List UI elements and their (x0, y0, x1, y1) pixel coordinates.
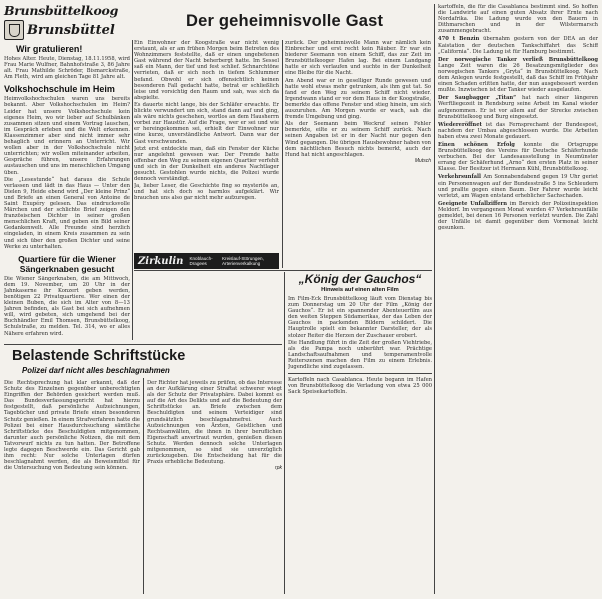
column-4 (438, 4, 598, 594)
column-rule (132, 40, 133, 340)
column-3 (285, 40, 431, 268)
gast-text-2: Es dauerte nicht lange, bis der Schläfer erwachte. Er blickte verwundert um sich, stand dann auf und ging, als wäre nichts geschehen, wortlos an dem Hausherrn vorbei zur Haustür. Auf die Frage, wer er sei und wie er hereingekommen sei, erhielt der Einwohner nur eine kurze, unverständliche Antwort. Dann war der Gast verschwunden. (134, 101, 279, 145)
gauchos-text-1: Im Film-Eck Brunsbüttelkoog läuft vom Dienstag bis zum Donnerstag um 20 Uhr der Film „König der Gauchos“. Er ist ein spannender Abenteuerfilm aus den weiten Steppen Südamerikas, der das Leben der Gauchos in packenden Bildern schildert. Die Hauptrolle spielt ein bekannter Darsteller, der als stolzer Reiter die Herzen der Zuschauer erobert. (288, 296, 432, 339)
item-7-head: Geeignete Unfallziffern (438, 200, 508, 207)
gauchos-subtitle: Hinweis auf einen alten Film (321, 287, 399, 293)
ad-text: Kreislauf-Störungen, Arterienverkalkung (221, 256, 264, 266)
belastende-subtitle: Polizei darf nicht alles beschlagnahmen (22, 366, 170, 375)
column-1 (4, 44, 130, 342)
crest-icon (4, 20, 24, 40)
vhs-heading: Volkshochschule im Heim (4, 84, 115, 95)
gast-text-3: Jetzt erst entdeckte man, daß ein Fenster der Küche nur angelehnt gewesen war. Der Fremde hatte offenbar den Weg zu seinem eigenen Quartier verfehlt und sich in der Dunkelheit ein anderes Nachtlager gesucht. Gestohlen wurde nichts, die Polizei wurde dennoch verständigt. (134, 145, 279, 183)
gast-byline: Mutsch (414, 157, 431, 164)
gauchos-text-2: Die Handlung führt in die Zeit der großen Viehtriebe, als die Pampa noch unberührt war. Prächtige Landschaftsaufnahmen und temperamentvolle Reiterszenen machen den Film zu einem Erlebnis. Jugendliche sind zugelassen. (288, 339, 432, 371)
item-2-head: Der norwegische Tanker verließ Brunsbüttelkoog (438, 56, 598, 63)
column-2 (134, 40, 279, 252)
ad-brand: Zirkulin (138, 255, 184, 267)
item-5-head: Einen schönen Erfolg (438, 141, 515, 148)
masthead-sub (4, 20, 130, 40)
quartiere-text: Die Wiener Sängerknaben, die am Mittwoch, dem 19. November, um 20 Uhr in der Jahnkaserne ihr Konzert geben werden, benötigen 22 Privatquartiere. Wer einen der kleinen Buben, die sich im Alter von 8—13 Jahren befinden, als Gast bei sich aufnehmen will, wird gebeten, sich umgehend bei der Buchhändler Emil Thomsen, Brunsbüttelkoog, Schulstraße, zu melden. Tel. 314, wo er alles Nähere erfahren wird. (4, 275, 130, 337)
belastende-col-2 (147, 380, 282, 594)
horizontal-rule (288, 373, 432, 374)
horizontal-rule (4, 344, 282, 345)
ad-sub: Knoblauch-Dragees (189, 256, 213, 266)
item-6-head: Verkehrsunfall (438, 174, 481, 181)
item-2-text: Lange Zeit waren die 26 Besatzungsmitglieder des norwegischen Tankers „Gryta“ in Brunsbüttelkoog. Nach dem Anlegen wurde festgestellt, daß das Schiff im Frühjahr einen Schaden erlitten hatte, der nun ausgebessert werden mußte. Inzwischen ist der Tanker wieder ausgelaufen. (438, 62, 598, 94)
item-7-text: im Bereich der Polizeiinspektion Meldorf. Im vergangenen Monat wurden 47 Verkehrsunfälle gemeldet, bei denen 16 Personen verletzt wurden. Die Zahl der Unfälle ist damit gegenüber dem Vormonat leicht gesunken. (438, 200, 598, 232)
item-5-text: konnte die Ortsgruppe Brunsbüttelkoog des Vereins für Deutsche Schäferhunde verbuchen. Bei der Landesausstellung in Neumünster errang der Schäferhund „Arno“ den ersten Platz in seiner Klasse. Der Besitzer ist Hermann Kühl, Brunsbüttelkoog. (438, 141, 598, 173)
zirkulin-ad (134, 253, 279, 269)
column-rule (434, 4, 435, 594)
masthead-title: Brunsbüttelkoog (4, 3, 119, 18)
belastende-title: Belastende Schriftstücke (12, 348, 186, 364)
gast-cont-1: zurück. Der geheimnisvolle Mann war nämlich kein Einbrecher und erst recht kein Räuber. Er war ein biederer Seemann von einem Schiff, das zur Zeit im Brunsbüttelkooger Hafen lag. Bei einem Landgang hatte er sich verlaufen und suchte in der Dunkelheit eine Bleibe für die Nacht. (285, 40, 431, 77)
column-rule (282, 40, 283, 268)
quartiere-heading: Quartiere für die Wiener Sängerknaben gesucht (18, 253, 116, 274)
masthead (4, 4, 130, 40)
gast-text-1: Ein Einwohner der Koogstraße war nicht wenig erstaunt, als er am frühen Morgen beim Betreten des Wohnzimmers feststellte, daß er einen ungebetenen Gast während der Nacht beherbergt hatte. Im Sessel saß ein Mann, der tief und fest schlief. Schnarchtöne verrieten, daß er sich noch in tiefem Schlummer befand. Obwohl er sich offensichtlich keinen besonderen Fall gedacht hatte, betrat er schließlich leise und vorsichtig den Raum und sah, was sich da abspielte. (134, 40, 279, 101)
column-rule (143, 378, 144, 594)
horizontal-rule (134, 270, 432, 271)
item-1-head: 470 t Benzin (438, 36, 480, 43)
gast-cont-3: Als der Seemann beim Weckruf seinen Fehler bemerkte, eilte er zu seinem Schiff zurück. Nach seinen Angaben ist er in der Nacht nur gegen den Wind gegangen. Die übrigen Hausbewohner haben von dem nächtlichen Besuch nichts bemerkt, auch der Hund hat nicht angeschlagen. (285, 121, 431, 158)
gauchos-title: „König der Gauchos“ (298, 272, 422, 286)
item-1-text: übernahm gestern von der DEA an der Kaistation der deutschen Tankschiffahrt das Schiff „California“. Die Ladung ist für Hamburg bestimmt. (438, 36, 598, 55)
col4-top-text: kartoffeln, die für die Casablanca bestimmt sind. So hoffen die Landwirte auf einen guten Absatz ihrer Ernte nach Nordafrika. Die Ladung wurde von den Bauern in Dithmarschen und in der Wilstermarsch zusammengebracht. (438, 4, 598, 35)
greeting-heading: Wir gratulieren! (16, 44, 83, 54)
belastende-col-1: Die Rechtsprechung hat klar erkannt, daß der Schutz des Einzelnen gegenüber unberechtigten Eingriffen der Behörden gesichert werden muß. Das Bundesverfassungsgericht hat hierzu festgestellt, daß persönliche Aufzeichnungen, Tagebücher und private Briefe einen besonderen Schutz genießen. In einem Strafverfahren hatte die Polizei bei einer Hausdurchsuchung sämtliche Schriftstücke des Beschuldigten mitgenommen, darunter auch persönliche Notizen, die mit dem Tatvorwurf nichts zu tun hatten. Der Betroffene legte dagegen Beschwerde ein. Das Gericht gab ihm recht: Nur solche Unterlagen dürfen beschlagnahmt werden, die als Beweismittel für die Untersuchung von Bedeutung sein können. (4, 380, 140, 472)
vhs-text-2: Die „Lesestunde“ hat daraus die Schule verlassen und lädt in das Haus — Unter den Dielen 9, Heide ebend wird „Der kleine Prinz“ und Briefe an einen General von Antoine de Saint Exupéry gelesen. Das eindrucksvolle Märchen und der schlichte Brief zeigen den französischen Dichter in seiner großen menschlichen Kraft, und geben ein Bild seiner Gedankenwelt. Alle Freunde sind herzlich eingeladen, in einem Kreis zusammen zu sein und sich über den großen Dichter und seine Werke zu unterhalten. (4, 176, 130, 250)
item-3-text: hat nach einer längeren Werftliegezeit in Rendsburg seine Arbeit im Kanal wieder aufgenommen. Er ist vor allem auf der Strecke zwischen Brunsbüttelkoog und Burg eingesetzt. (438, 95, 598, 120)
gauchos-text-3: Kartoffeln nach Casablanca. Heute begann im Hafen von Brunsbüttelkoog die Verladung von etwa 25 000 Sack Speisekartoffeln. (288, 377, 432, 396)
masthead-subtitle: Brunsbüttel (27, 22, 115, 38)
item-4-text: ist das Fernsprechamt der Bundespost, nachdem der Umbau abgeschlossen wurde. Die Arbeiten haben etwa zwei Monate gedauert. (438, 121, 598, 140)
greeting-text: Hohes Alter. Heute, Dienstag, 18.11.1958, wird Frau Marie Wulfner, Bahnhofstraße 3, 86 Jahre alt. Frau Mathilde Schröder, Bismarckstraße, Am Fleth, wird am gleichen Tage 81 Jahre alt. (4, 56, 130, 81)
gauchos-article (288, 272, 432, 594)
main-title: Der geheimnisvolle Gast (186, 12, 384, 30)
item-6-text: Am Sonnabendabend gegen 19 Uhr geriet ein Personenwagen auf der Bundesstraße 5 ins Schleudern und prallte gegen einen Baum. Der Fahrer wurde leicht verletzt, am Wagen entstand erheblicher Sachschaden. (438, 174, 598, 199)
gast-text-4: Ja, lieber Leser, die Geschichte fing so mysteriös an, und hat sich doch so harmlos aufgeklärt. Wir brauchen uns also gar nicht mehr aufzuregen. (134, 183, 279, 202)
belastende-byline: rpk (275, 465, 282, 472)
vhs-text-1: Heimvolkshochschulen waren uns bereits bekannt. Aber Volkshochschulen im Heim? Leider hat unsere Volkshochschule kein eigenes Heim, wo wir lieber auf Schulbänken zusammen sitzen und einem Vortrag lauschen, im Gespräch erleben und die Welt erkennen. Klassenzimmer aber sind nicht immer sehr behaglich und erinnern an Unterricht. Wir wollen aber in der Volkshochschule nicht unterrichten; wir wollen miteinander arbeiten, Gespräche führen, unsere Erfahrungen austauschen und uns im menschlichen Umgang üben. (4, 96, 130, 176)
gast-cont-2: Am Abend war er in geselliger Runde gewesen und hatte wohl etwas mehr getrunken, als ihm gut tat. So fand er den Weg zu seinem Schiff nicht wieder. Irgendwann stand er vor dem Haus in der Koogstraße, bemerkte das offene Fenster und stieg hinein, um sich auszuruhen. Am Morgen wurde er wach, sah die fremde Umgebung und ging. (285, 77, 431, 121)
item-3-head: Der Saugbagger „Titan“ (438, 95, 517, 102)
column-rule (284, 272, 285, 594)
item-4-head: Wiedereröffnet (438, 121, 482, 128)
belastende-text-2: Der Richter hat jeweils zu prüfen, ob das Interesse an der Aufklärung einer Straftat schwerer wiegt als der Schutz der Privatsphäre. Dabei kommt es auf die Art des Delikts und auf die Bedeutung der Schriftstücke an. Briefe zwischen dem Beschuldigten und seinem Verteidiger sind grundsätzlich beschlagnahmefrei. Auch Aufzeichnungen von Ärzten, Geistlichen und Rechtsanwälten, die ihnen in ihrer beruflichen Eigenschaft anvertraut wurden, genießen diesen Schutz. Werden dennoch solche Unterlagen mitgenommen, so sind sie unverzüglich zurückzugeben. Die Entscheidung hat für die Praxis erhebliche Bedeutung. (147, 380, 282, 466)
